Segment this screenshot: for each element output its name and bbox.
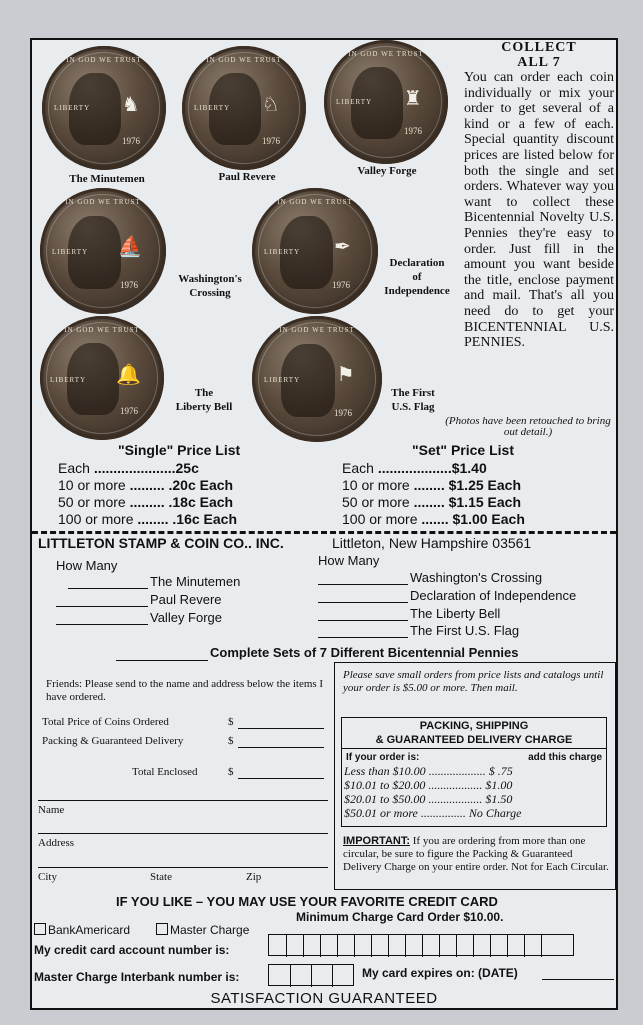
- signers-icon: ✒: [333, 236, 351, 259]
- name-field[interactable]: [38, 800, 328, 801]
- caption-first-flag: The First U.S. Flag: [391, 387, 435, 413]
- how-many-left: How Many: [56, 558, 118, 573]
- caption-paul-revere: Paul Revere: [218, 171, 276, 183]
- qty-line-declaration[interactable]: [318, 602, 408, 603]
- address-label: Address: [38, 837, 75, 849]
- state-label: State: [150, 871, 172, 883]
- city-label: City: [38, 871, 57, 883]
- qty-line-liberty-bell[interactable]: [318, 620, 408, 621]
- total-enclosed-field[interactable]: [238, 778, 324, 779]
- zip-label: Zip: [246, 871, 262, 883]
- coin-liberty-bell: IN GOD WE TRUST LIBERTY 1976 🔔: [40, 316, 164, 440]
- intro-body: You can order each coin individually or mix your order to get several of a kind or a few of each. Special quantity discount prices are listed below for both the single and set orders. Whatever way you want to collect these Bicentennial Novelty U.S. Pennies they're easy to order. Just fill in the amount you want beside the title, enclose payment and mail. That's all you need do to get your BICENTENNIAL U.S. PENNIES.: [464, 70, 614, 351]
- credit-card-headline: IF YOU LIKE – YOU MAY USE YOUR FAVORITE CREDIT CARD: [116, 894, 498, 909]
- company-name: LITTLETON STAMP & COIN CO.. INC.: [38, 535, 284, 551]
- collect-subtitle: ALL 7: [517, 55, 561, 70]
- item-washington: Washington's Crossing: [410, 570, 543, 585]
- name-label: Name: [38, 804, 65, 816]
- single-price-row: 100 or more ........ .16c Each: [58, 511, 237, 527]
- coin-washingtons-crossing: IN GOD WE TRUST LIBERTY 1976 ⛵: [40, 188, 166, 314]
- bankamericard-option[interactable]: BankAmericard: [34, 923, 130, 937]
- set-price-row: 50 or more ........ $1.15 Each: [342, 494, 521, 510]
- item-minutemen: The Minutemen: [150, 574, 241, 589]
- flag-icon: ⚑: [336, 364, 355, 387]
- account-number-field[interactable]: [268, 934, 574, 956]
- charge-row: $10.01 to $20.00 .................. $1.00: [344, 778, 513, 792]
- intro-text: [464, 40, 614, 351]
- horse-rider-icon: ♘: [261, 93, 280, 116]
- coin-paul-revere: IN GOD WE TRUST LIBERTY 1976 ♘: [182, 46, 306, 170]
- caption-minutemen: The Minutemen: [69, 173, 145, 185]
- coin-first-flag: IN GOD WE TRUST LIBERTY 1976 ⚑: [252, 316, 382, 442]
- interbank-number-field[interactable]: [268, 964, 354, 986]
- set-price-row: 100 or more ....... $1.00 Each: [342, 511, 525, 527]
- figure-icon: ♜: [403, 87, 422, 110]
- photo-note: (Photos have been retouched to bring out detail.): [445, 415, 611, 438]
- total-coins-field[interactable]: [238, 728, 324, 729]
- caption-valley-forge: Valley Forge: [357, 165, 417, 177]
- set-price-row: 10 or more ........ $1.25 Each: [342, 477, 521, 493]
- important-note: IMPORTANT: If you are ordering from more than one circular, be sure to figure the Packing & Guaranteed Delivery Charge on your entire order. Not for Each Circular.: [343, 835, 609, 873]
- save-note: Please save small orders from price lists and catalogs until your order is $5.00 or more. Then mail.: [343, 669, 604, 694]
- shipping-info-box: [334, 662, 616, 890]
- packing-field[interactable]: [238, 747, 324, 748]
- friends-note: Friends: Please send to the name and address below the items I have ordered.: [46, 678, 324, 703]
- mastercharge-option[interactable]: Master Charge: [156, 923, 249, 937]
- qty-line-paul-revere[interactable]: [56, 606, 148, 607]
- qty-line-first-flag[interactable]: [318, 637, 408, 638]
- coin-minutemen: IN GOD WE TRUST LIBERTY 1976 ♞: [42, 46, 166, 170]
- expiration-field[interactable]: [542, 979, 614, 980]
- qty-line-valley-forge[interactable]: [56, 624, 148, 625]
- minimum-charge: Minimum Charge Card Order $10.00.: [296, 910, 504, 924]
- single-price-row: 10 or more ......... .20c Each: [58, 477, 234, 493]
- mastercharge-checkbox[interactable]: [156, 923, 168, 935]
- item-declaration: Declaration of Independence: [410, 588, 577, 603]
- address-field[interactable]: [38, 833, 328, 834]
- city-state-zip-field[interactable]: [38, 867, 328, 868]
- account-number-label: My credit card account number is:: [34, 943, 230, 957]
- satisfaction-guaranteed: SATISFACTION GUARANTEED: [210, 990, 438, 1007]
- boat-icon: ⛵: [117, 236, 143, 259]
- set-price-row: Each ...................$1.40: [342, 460, 487, 476]
- item-paul-revere: Paul Revere: [150, 592, 222, 607]
- single-price-row: 50 or more ......... .18c Each: [58, 494, 234, 510]
- charge-row: Less than $10.00 ................... $ .75: [344, 764, 513, 778]
- how-many-right: How Many: [318, 553, 380, 568]
- total-coins-label: Total Price of Coins Ordered: [42, 716, 169, 728]
- cut-line: [32, 531, 616, 534]
- packing-title: PACKING, SHIPPING: [419, 720, 529, 732]
- packing-charge-table: [341, 717, 607, 827]
- bell-icon: 🔔: [116, 363, 142, 386]
- single-price-row: Each .....................25c: [58, 460, 199, 476]
- coin-valley-forge: IN GOD WE TRUST LIBERTY 1976 ♜: [324, 40, 448, 164]
- expiration-label: My card expires on: (DATE): [362, 966, 518, 980]
- item-liberty-bell: The Liberty Bell: [410, 606, 501, 621]
- set-price-heading: "Set" Price List: [412, 442, 514, 458]
- qty-line-minutemen[interactable]: [68, 588, 148, 589]
- total-enclosed-label: Total Enclosed: [132, 766, 198, 778]
- charge-row: $20.01 to $50.00 .................. $1.50: [344, 792, 513, 806]
- caption-liberty-bell: The Liberty Bell: [175, 387, 233, 413]
- charge-column-header: add this charge: [528, 752, 602, 763]
- qty-line-complete-sets[interactable]: [116, 660, 208, 661]
- packing-label: Packing & Guaranteed Delivery: [42, 735, 184, 747]
- packing-title-2: & GUARANTEED DELIVERY CHARGE: [375, 734, 573, 746]
- interbank-number-label: Master Charge Interbank number is:: [34, 970, 240, 984]
- caption-declaration: Declaration of Independence: [384, 257, 450, 297]
- complete-sets-label: Complete Sets of 7 Different Bicentennial Pennies: [210, 645, 519, 660]
- order-column-header: If your order is:: [346, 752, 420, 763]
- qty-line-washington[interactable]: [318, 584, 408, 585]
- coin-declaration: IN GOD WE TRUST LIBERTY 1976 ✒: [252, 188, 378, 314]
- charge-row: $50.01 or more ............... No Charge: [344, 806, 522, 820]
- minuteman-icon: ♞: [121, 93, 140, 116]
- collect-title: COLLECT: [501, 40, 577, 55]
- caption-washingtons-crossing: Washington's Crossing: [178, 273, 242, 299]
- order-form-sheet: IN GOD WE TRUST LIBERTY 1976 ♞ IN GOD WE TRUST LIBERTY 1976 ♘ IN GOD WE TRUST LIBERTY 1976 ♜ The Minutemen Paul Revere Valley Forge IN GOD WE TRUST LIBERTY 1976 ⛵ Washington's Crossing IN GOD WE TRUST LIBERTY 1976 ✒ Declaration of Independence IN GOD WE TRUST LIBERTY 1976 🔔 The Liberty Bell IN GOD WE TRUST LIBERTY 1976 ⚑ The First U.S. Flag COLLECT ALL 7 You can order each coin individually or mix your order to get several of a kind or a few of each. Special quantity discount prices are listed below for both the single and set orders. Whatever way you want to collect these Bicentennial Novelty U.S. Pennies they're easy to order. Just fill in the amount you want beside the title, enclose payment and mail. That's all you need do to get your BICENTENNIAL U.S. PENNIES. (Photos have been retouched to bring out detail.) "Single" Price List "Set" Price List Each .....................25c 10 or more ......... .20c Each 50 or more ......... .18c Each 100 or more ........ .16c Each Each ...................$1.40 10 or more ........ $1.25 Each 50 or more ........ $1.15 Each 100 or more ....... $1.00 Each LITTLETON STAMP & COIN CO.. INC. Littleton, New Hampshire 03561 How Many How Many The Minutemen Paul Revere Valley Forge Washington's Crossing Declaration of Independence The Liberty Bell The First U.S. Flag Complete Sets of 7 Different Bicentennial Pennies Friends: Please send to the name and address below the items I have ordered. Total Price of Coins Ordered $ Packing & Guaranteed Delivery $ Total Enclosed $ Name Address City State Zip Please save small orders from price lists and catalogs until your order is $5.00 or more. Then mail. PACKING, SHIPPING & GUARANTEED DELIVERY CHARGE If your order is: add this charge Less than $10.00 ................... $ .75 $10.01 to $20.00 .................. $1.00 $20.01 to $50.00 .................. $1.50 $50.01 or more ............... No Charge IMPORTANT: If you are ordering from more than one circular, be sure to figure the Packing & Guaranteed Delivery Charge on your entire order. Not for Each Circular. IF YOU LIKE – YOU MAY USE YOUR FAVORITE CREDIT CARD Minimum Charge Card Order $10.00. BankAmericard Master Charge My credit card account number is: Master Charge Interbank number is: My card expires on: (DATE) SATISFACTION GUARANTEED: [30, 38, 618, 1010]
- item-first-flag: The First U.S. Flag: [410, 623, 520, 638]
- bankamericard-checkbox[interactable]: [34, 923, 46, 935]
- company-address: Littleton, New Hampshire 03561: [332, 535, 532, 551]
- item-valley-forge: Valley Forge: [150, 610, 223, 625]
- single-price-heading: "Single" Price List: [118, 442, 241, 458]
